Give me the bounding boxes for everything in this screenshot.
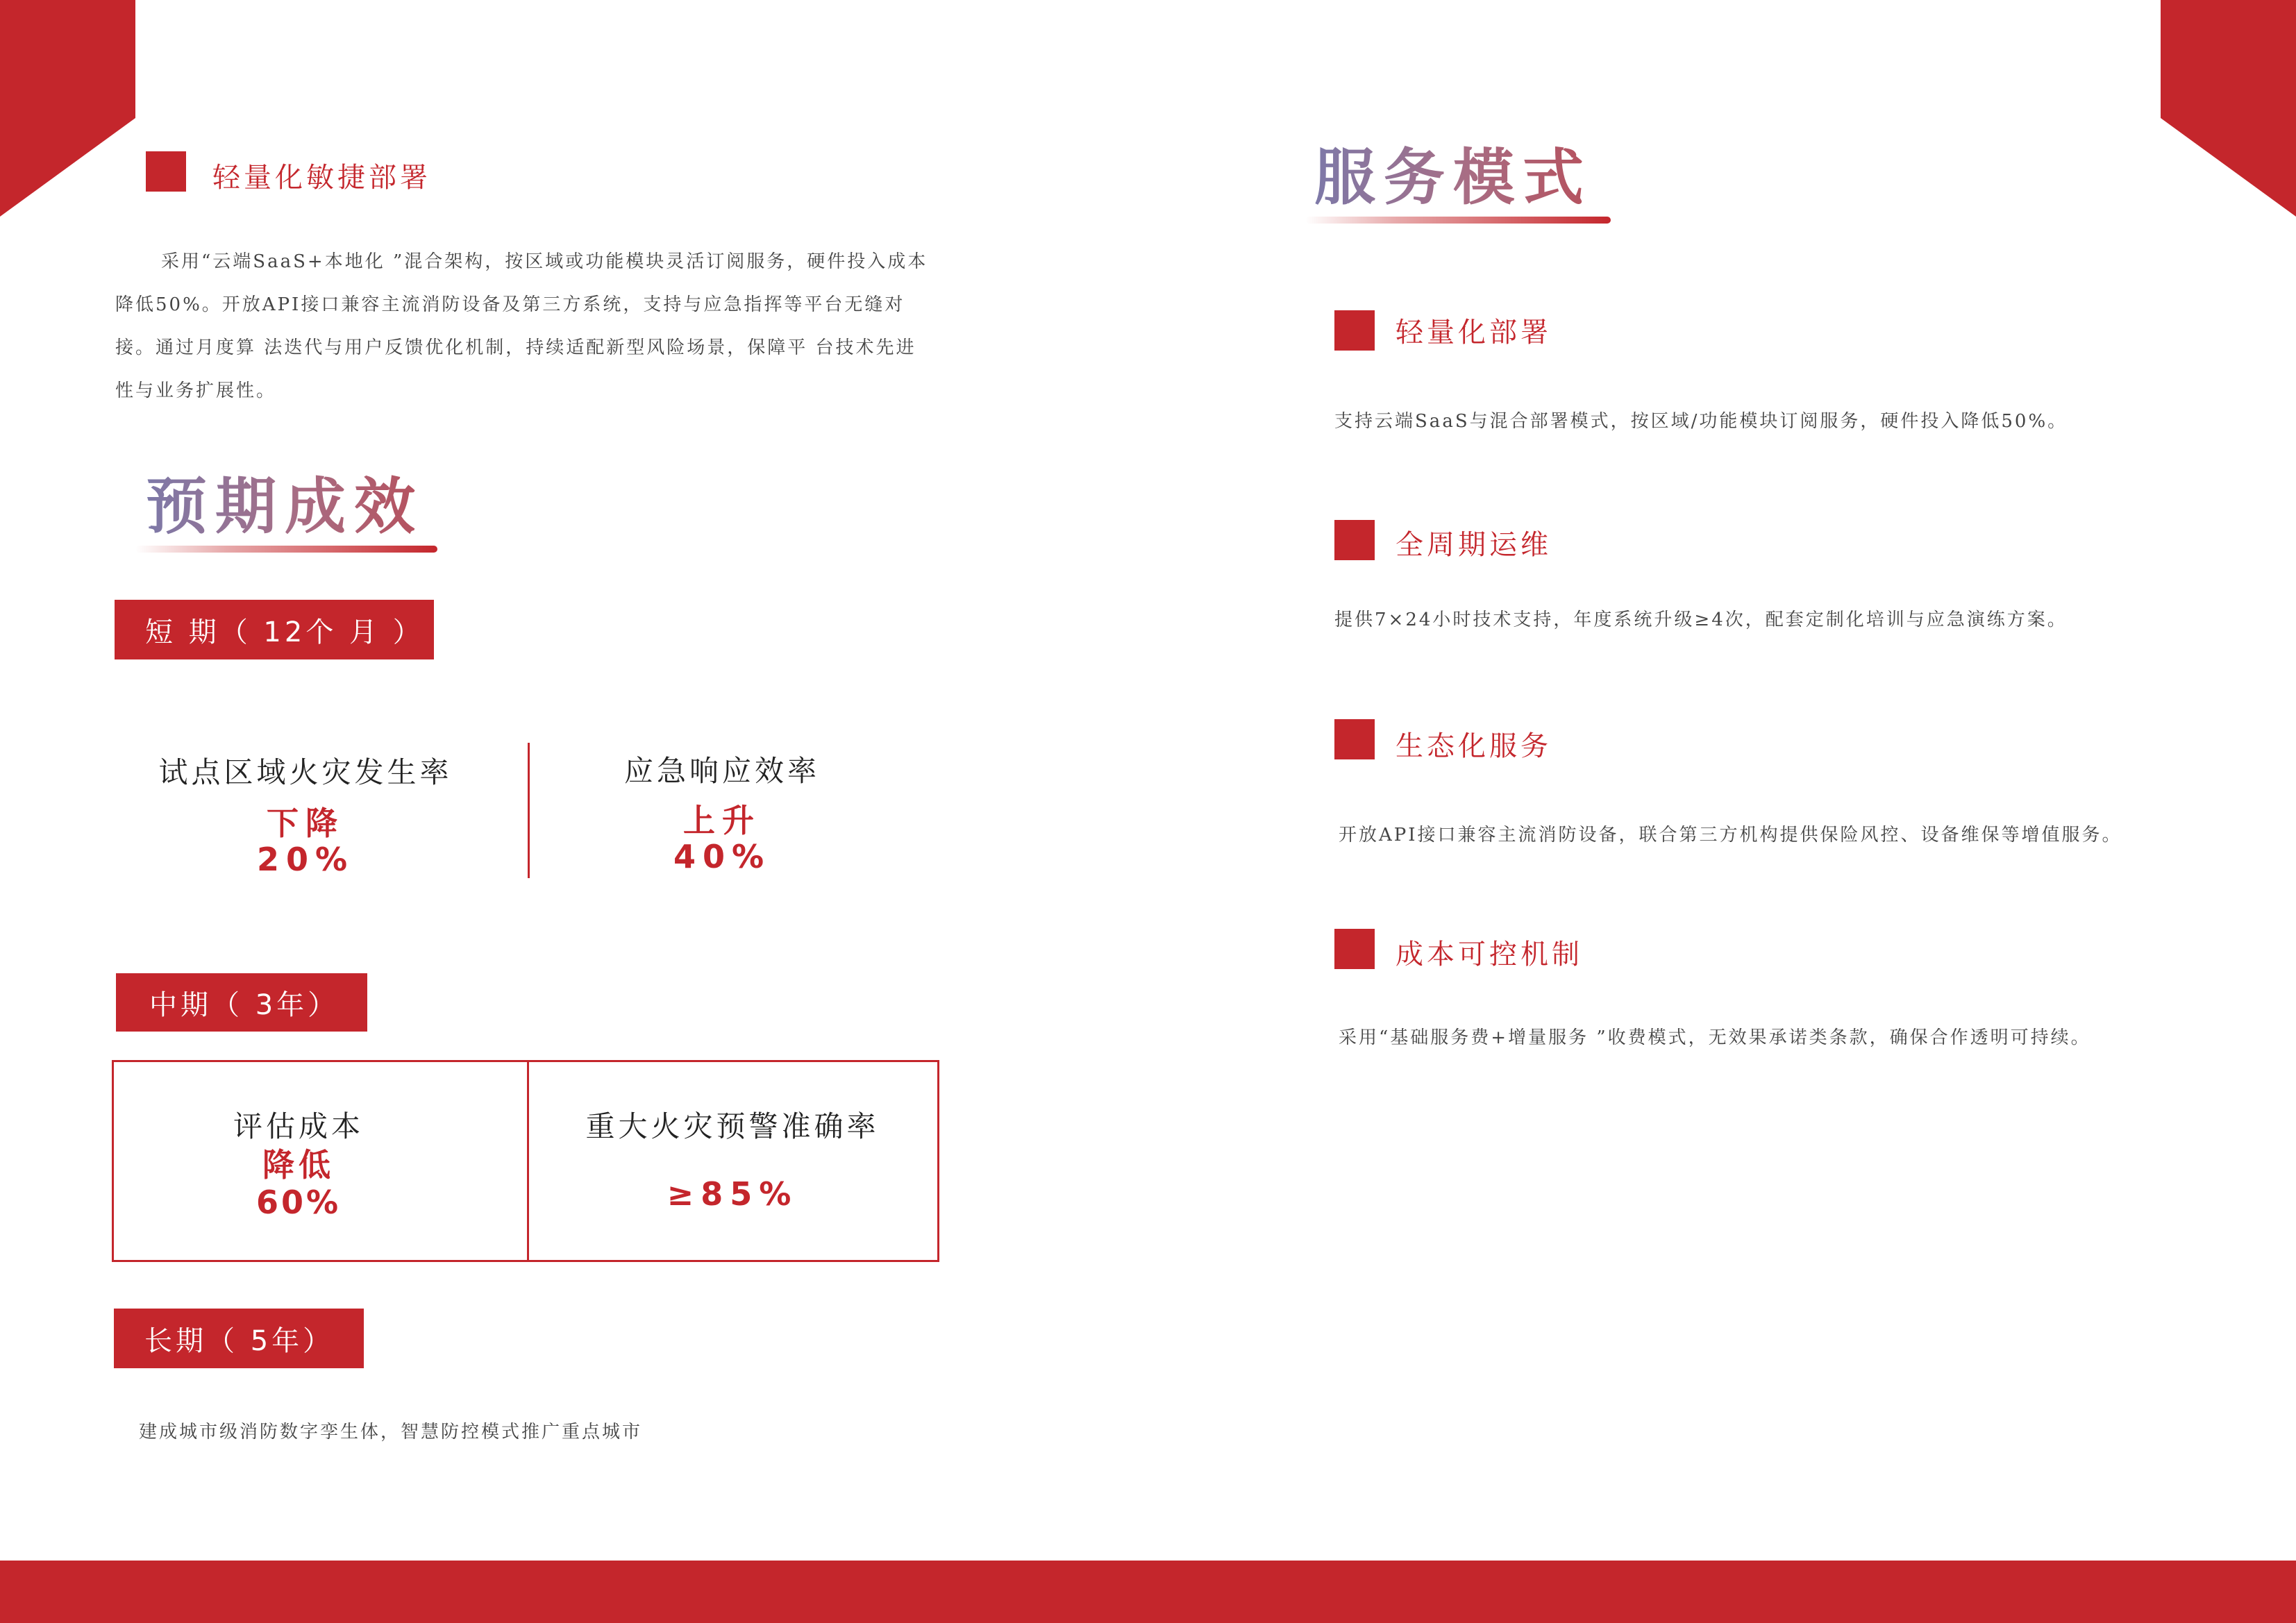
service-title-lightweight: 轻量化部署 [1396, 317, 1552, 348]
paragraph-line: 采用“云端SaaS+本地化 ”混合架构，按区域或功能模块灵活订阅服务，硬件投入成本 [161, 251, 928, 272]
long-term-text: 建成城市级消防数字孪生体，智慧防控模式推广重点城市 [139, 1422, 643, 1443]
short-term-tag: 短 期（ 12个 月 ） [115, 600, 434, 659]
paragraph-line: 性与业务扩展性。 [115, 380, 277, 401]
footer-bar [0, 1561, 2296, 1623]
metric-change: 上升 [683, 802, 761, 839]
long-term-tag: 长期（ 5年） [114, 1309, 364, 1368]
service-model-heading: 服务模式 [1314, 129, 1592, 217]
metric-value: 20% [256, 841, 355, 878]
top-left-corner-decoration [0, 0, 135, 217]
section-marker-square [1334, 719, 1375, 759]
top-right-corner-decoration [2161, 0, 2296, 217]
service-model-heading-underline [1305, 217, 1611, 224]
metric-label: 应急响应效率 [623, 754, 820, 788]
section-marker-square [1334, 929, 1375, 969]
metric-change: 降低 [262, 1146, 335, 1184]
metric-divider [528, 743, 530, 878]
section-marker-square [1334, 310, 1375, 351]
service-description: 开放API接口兼容主流消防设备，联合第三方机构提供保险风控、设备维保等增值服务。 [1339, 825, 2122, 846]
service-description: 支持云端SaaS与混合部署模式，按区域/功能模块订阅服务，硬件投入降低50%。 [1334, 411, 2068, 432]
metric-change: 下降 [267, 805, 344, 842]
service-description: 提供7×24小时技术支持，年度系统升级≥4次，配套定制化培训与应急演练方案。 [1334, 609, 2068, 630]
service-title-cost-control: 成本可控机制 [1396, 939, 1583, 970]
metric-value: ≥85% [667, 1175, 798, 1213]
service-description: 采用“基础服务费+增量服务 ”收费模式，无效果承诺类条款，确保合作透明可持续。 [1339, 1027, 2091, 1048]
mid-term-tag: 中期（ 3年） [116, 973, 367, 1032]
service-title-full-cycle: 全周期运维 [1396, 529, 1552, 561]
metric-label: 试点区域火灾发生率 [158, 755, 453, 789]
section-marker-square [146, 151, 186, 192]
metric-label: 重大火灾预警准确率 [585, 1109, 880, 1143]
outcomes-heading-underline [135, 546, 437, 553]
section-marker-square [1334, 520, 1375, 560]
metric-label: 评估成本 [233, 1109, 364, 1143]
metric-value: 60% [255, 1184, 342, 1221]
section-title-agile-deployment: 轻量化敏捷部署 [212, 162, 431, 194]
service-title-ecosystem: 生态化服务 [1396, 730, 1552, 762]
mid-term-box-divider [527, 1060, 529, 1262]
paragraph-line: 接。通过月度算 法迭代与用户反馈优化机制，持续适配新型风险场景，保障平 台技术先进 [115, 337, 916, 358]
outcomes-heading: 预期成效 [146, 458, 424, 546]
metric-value: 40% [673, 838, 771, 875]
paragraph-line: 降低50%。开放API接口兼容主流消防设备及第三方系统，支持与应急指挥等平台无缝对 [115, 294, 905, 315]
